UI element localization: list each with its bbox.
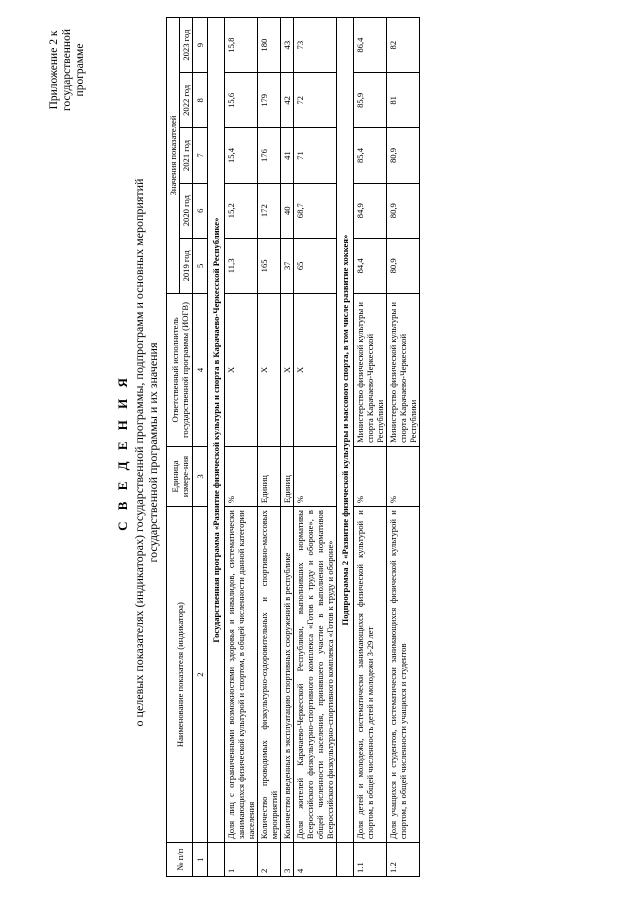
- row-value: 172: [258, 183, 281, 238]
- row-name: Количество введенных в эксплуатацию спортивных сооружений в республике: [281, 507, 294, 843]
- column-number: 2: [193, 507, 208, 843]
- row-name: Доля учащихся и студентов, систематически занимающихся физической культурой и спортом, в общей численности учащихся и студентов: [387, 507, 420, 843]
- appendix-line-2: государственной программе: [61, 29, 86, 111]
- row-unit: Единиц: [281, 446, 294, 506]
- table-row: [281, 18, 294, 877]
- header-unit: Единица измере-ния: [167, 446, 193, 506]
- row-value: 84,4: [354, 238, 387, 293]
- column-number: 1: [193, 843, 208, 877]
- row-unit: %: [294, 446, 337, 506]
- row-value: 165: [258, 238, 281, 293]
- row-value: 85,4: [354, 128, 387, 183]
- table-row: [225, 18, 258, 877]
- column-number: 8: [193, 73, 208, 128]
- row-value: 179: [258, 73, 281, 128]
- row-value: 11,3: [225, 238, 258, 293]
- row-executor: X: [294, 293, 337, 446]
- header-year: 2022 год: [180, 73, 193, 128]
- row-value: 42: [281, 73, 294, 128]
- row-value: 82: [387, 18, 420, 73]
- row-value: 84,9: [354, 183, 387, 238]
- header-year: 2023 год: [180, 18, 193, 73]
- section-row: [208, 18, 225, 877]
- row-unit: Единиц: [258, 446, 281, 506]
- appendix-line-1: Приложение 2 к: [48, 30, 60, 110]
- header-year: 2020 год: [180, 183, 193, 238]
- row-value: 71: [294, 128, 337, 183]
- row-value: 85,9: [354, 73, 387, 128]
- document-title-line-2: государственной программы и их значения: [146, 342, 160, 563]
- row-value: 43: [281, 18, 294, 73]
- row-unit: %: [354, 446, 387, 506]
- row-num: 2: [258, 843, 281, 877]
- table-row: [258, 18, 281, 877]
- column-number: 3: [193, 446, 208, 506]
- section-row: [337, 18, 354, 877]
- section-title: Подпрограмма 2 «Развитие физической культуры и массового спорта, в том числе развитие хоккея»: [337, 18, 354, 843]
- row-unit: %: [387, 446, 420, 506]
- row-num: 1.2: [387, 843, 420, 877]
- table-row: [387, 18, 420, 877]
- header-values: Значения показателей: [167, 18, 180, 294]
- row-executor: X: [225, 293, 258, 446]
- column-number: 6: [193, 183, 208, 238]
- row-num: 1.1: [354, 843, 387, 877]
- row-value: 86,4: [354, 18, 387, 73]
- row-value: 80,9: [387, 238, 420, 293]
- table-row: [294, 18, 337, 877]
- row-value: 73: [294, 18, 337, 73]
- column-number: 7: [193, 128, 208, 183]
- document-title-line-1: о целевых показателях (индикаторах) государственной программы, подпрограмм и основных мероприятий: [132, 178, 146, 727]
- row-value: 80,9: [387, 128, 420, 183]
- row-value: 80,9: [387, 183, 420, 238]
- header-year: 2019 год: [180, 238, 193, 293]
- row-value: 180: [258, 18, 281, 73]
- row-unit: %: [225, 446, 258, 506]
- document-heading: С В Е Д Е Н И Я: [115, 374, 130, 531]
- row-value: 41: [281, 128, 294, 183]
- section-title: Государственная программа «Развитие физической культуры и спорта в Карачаево-Черкесской Республике»: [208, 18, 225, 843]
- row-name: Доля детей и молодежи, систематически занимающихся физической культурой и спортом, в общей численность детей и молодежи 3-29 лет: [354, 507, 387, 843]
- row-name: Количество проводимых физкультурно-оздоровительных и спортивно-массовых мероприятий: [258, 507, 281, 843]
- row-name: Доля лиц с ограниченными возможностями здоровья и инвалидов, систематически занимающихся физической культурой и спортом, в общей численности данной категории населения: [225, 507, 258, 843]
- column-numbers-row: [193, 18, 208, 877]
- row-value: 81: [387, 73, 420, 128]
- section-spacer: [208, 843, 225, 877]
- appendix-note: [48, 15, 87, 125]
- row-value: 15,8: [225, 18, 258, 73]
- header-num: № п/п: [167, 843, 193, 877]
- row-value: 15,4: [225, 128, 258, 183]
- row-value: 15,2: [225, 183, 258, 238]
- row-value: 176: [258, 128, 281, 183]
- row-executor: X: [258, 293, 281, 446]
- section-spacer: [337, 843, 354, 877]
- header-executor: Ответственный исполнитель государственной программы (ИОГВ): [167, 293, 193, 446]
- row-executor: X: [281, 293, 294, 446]
- row-value: 72: [294, 73, 337, 128]
- row-num: 3: [281, 843, 294, 877]
- row-value: 37: [281, 238, 294, 293]
- indicators-table: [166, 17, 420, 877]
- table-row: [354, 18, 387, 877]
- row-value: 68,7: [294, 183, 337, 238]
- column-number: 9: [193, 18, 208, 73]
- row-value: 15,6: [225, 73, 258, 128]
- row-num: 1: [225, 843, 258, 877]
- row-name: Доля жителей Карачаево-Черкесской Республики, выполнивших нормативы Всероссийского физкультурно-спортивного комплекса «Готов к труду и обороне», в общей численности населения, принявшего участие в выполнении нормативов Всероссийского физкультурно-спортивного комплекса «Готов к труду и обороне»: [294, 507, 337, 843]
- row-executor: Министерство физической культуры и спорта Карачаево-Черкесской Республики: [387, 293, 420, 446]
- row-value: 65: [294, 238, 337, 293]
- header-name: Наименование показателя (индикатора): [167, 507, 193, 843]
- row-num: 4: [294, 843, 337, 877]
- column-number: 4: [193, 293, 208, 446]
- row-value: 40: [281, 183, 294, 238]
- header-year: 2021 год: [180, 128, 193, 183]
- column-number: 5: [193, 238, 208, 293]
- row-executor: Министерство физической культуры и спорта Карачаево-Черкесской Республики: [354, 293, 387, 446]
